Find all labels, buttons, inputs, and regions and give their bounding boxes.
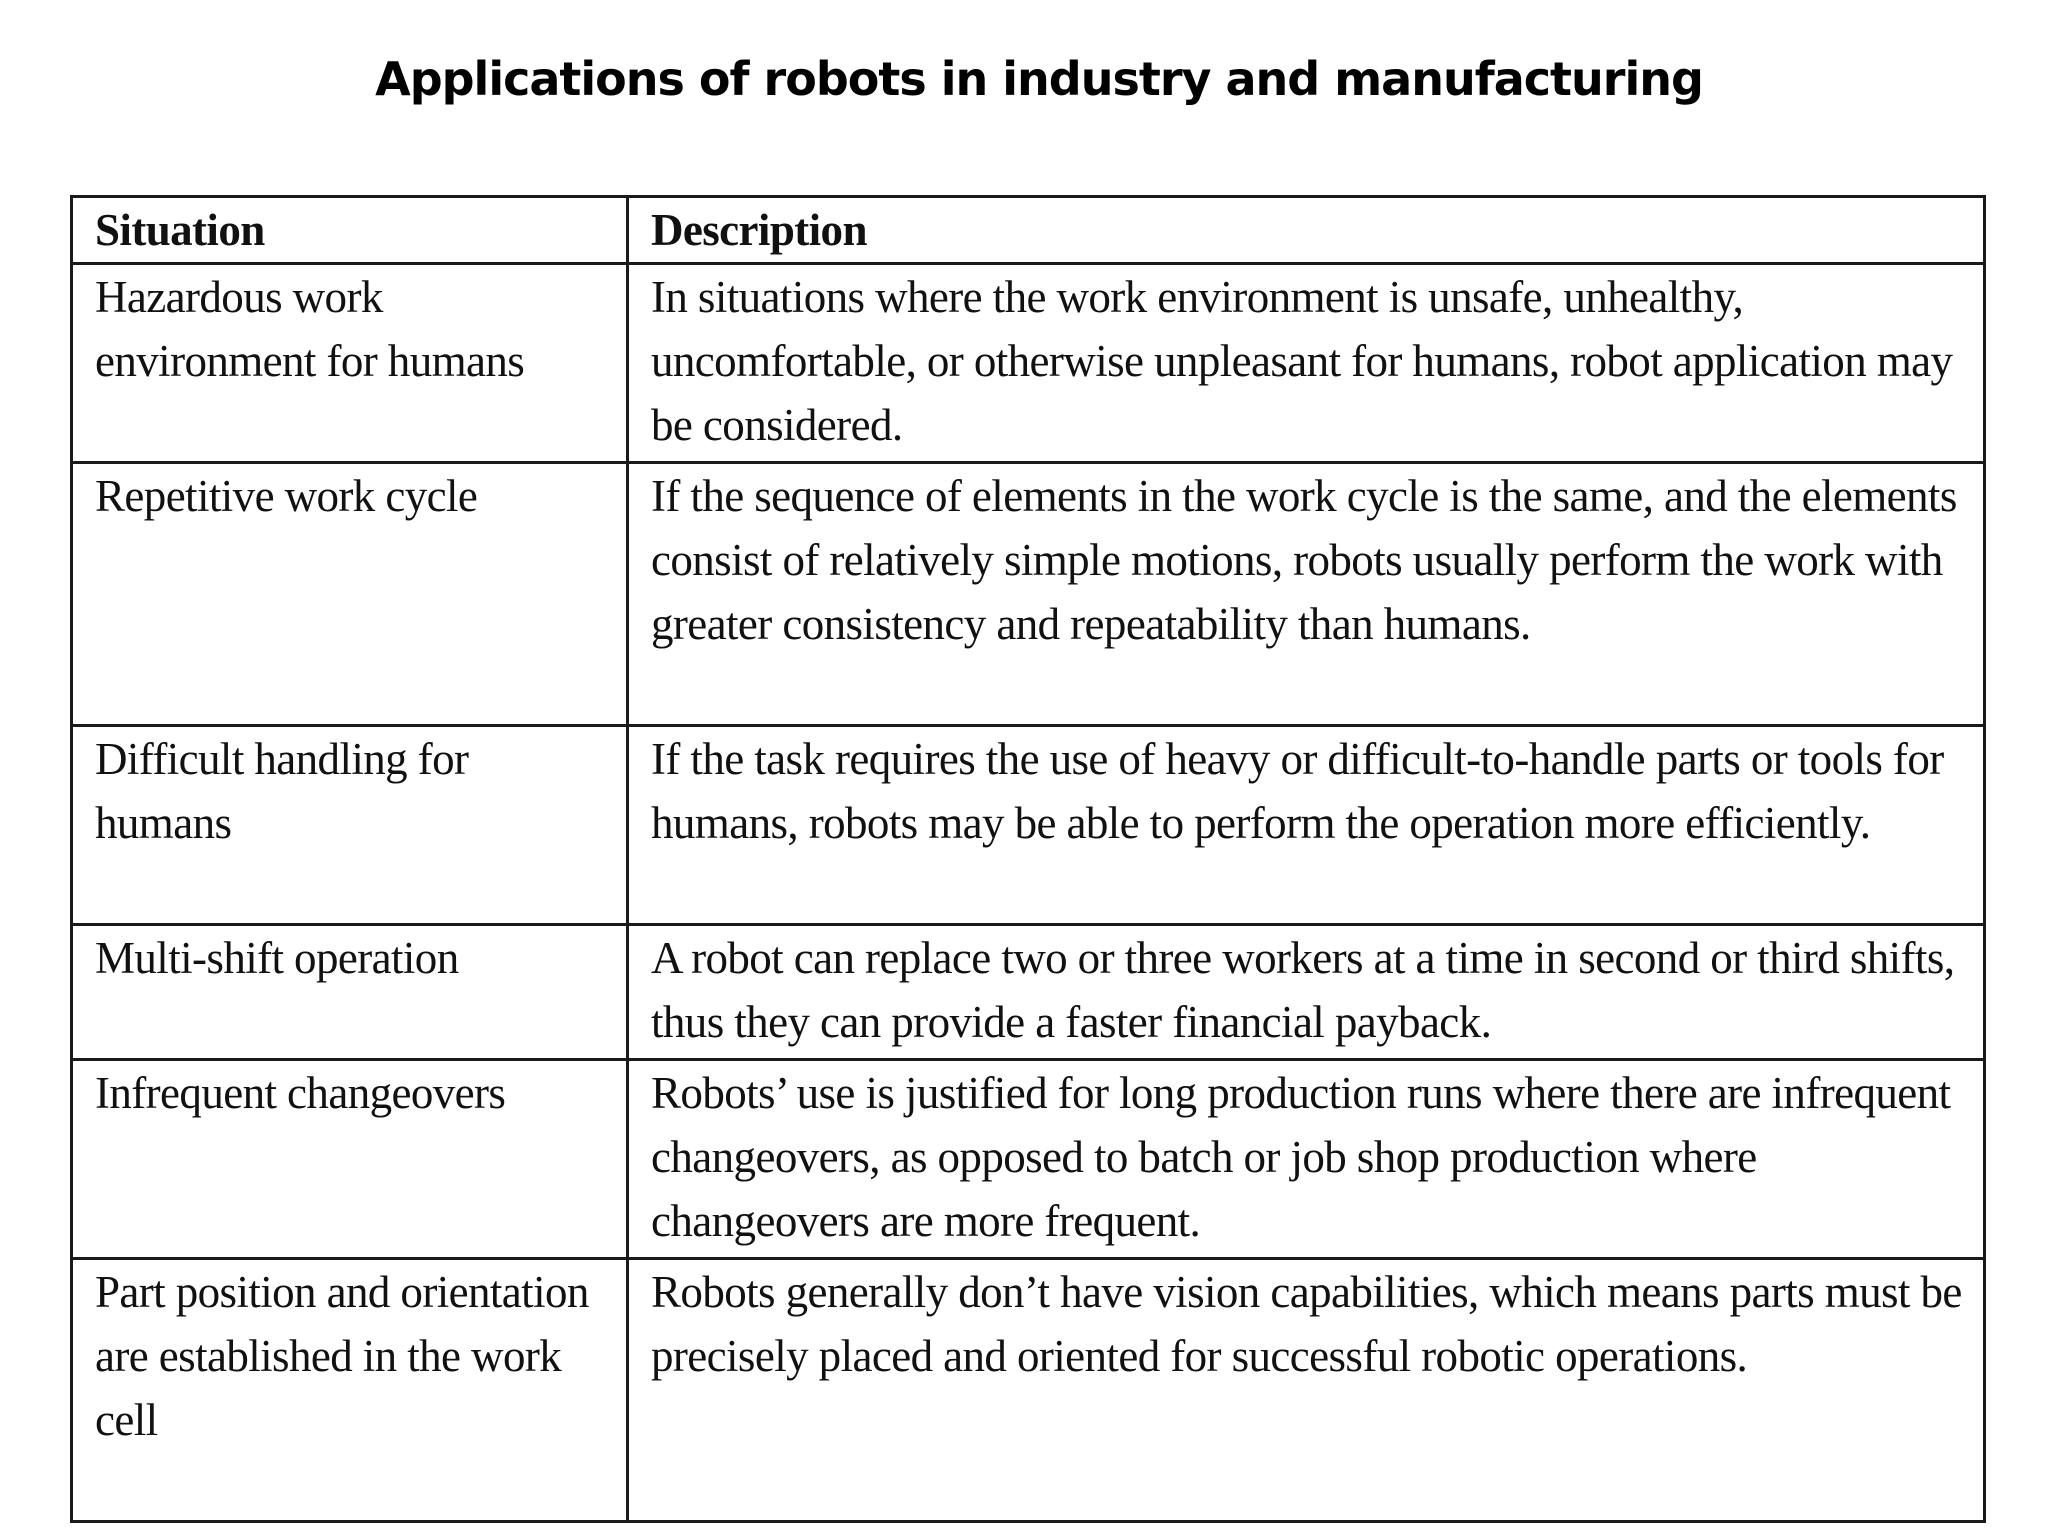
situation-cell: Multi-shift operation — [72, 925, 628, 1060]
description-cell: If the sequence of elements in the work cycle is the same, and the elements consist of relatively simple motions, robots usually perform the work with greater consistency and repeatability than humans. — [628, 463, 1985, 726]
table-row — [72, 463, 1985, 726]
situation-cell: Part position and orientation are established in the work cell — [72, 1259, 628, 1522]
applications-table — [70, 195, 1986, 1523]
description-cell: If the task requires the use of heavy or difficult-to-handle parts or tools for humans, robots may be able to perform the operation more efficiently. — [628, 726, 1985, 925]
applications-table-container — [70, 195, 1983, 1523]
header-description: Description — [628, 197, 1985, 264]
situation-cell: Repetitive work cycle — [72, 463, 628, 726]
description-cell: In situations where the work environment is unsafe, unhealthy, uncomfortable, or otherwise unpleasant for humans, robot application may be considered. — [628, 264, 1985, 463]
description-cell: Robots generally don’t have vision capabilities, which means parts must be precisely placed and oriented for successful robotic operations. — [628, 1259, 1985, 1522]
table-header-row — [72, 197, 1985, 264]
page-title: Applications of robots in industry and manufacturing — [375, 52, 1703, 106]
table-row — [72, 1060, 1985, 1259]
situation-cell: Hazardous work environment for humans — [72, 264, 628, 463]
description-cell: A robot can replace two or three workers at a time in second or third shifts, thus they can provide a faster financial payback. — [628, 925, 1985, 1060]
table-row — [72, 264, 1985, 463]
table-row — [72, 925, 1985, 1060]
situation-cell: Infrequent changeovers — [72, 1060, 628, 1259]
header-situation: Situation — [72, 197, 628, 264]
table-row — [72, 726, 1985, 925]
situation-cell: Difficult handling for humans — [72, 726, 628, 925]
table-row — [72, 1259, 1985, 1522]
description-cell: Robots’ use is justified for long production runs where there are infrequent changeovers, as opposed to batch or job shop production where changeovers are more frequent. — [628, 1060, 1985, 1259]
